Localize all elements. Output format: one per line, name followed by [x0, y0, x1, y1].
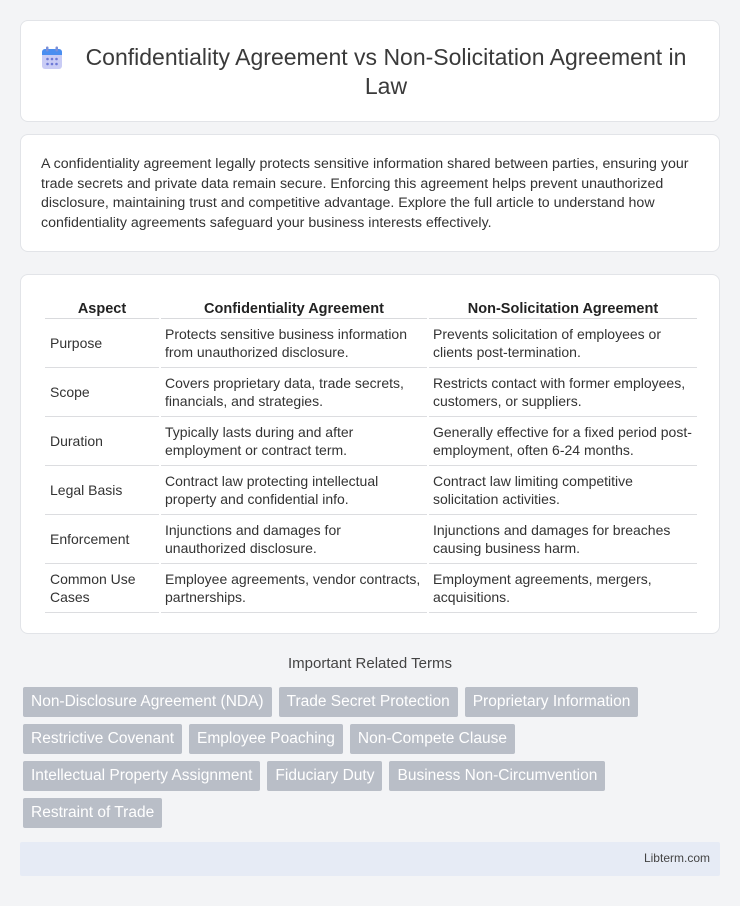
related-term-tag[interactable]: Employee Poaching: [189, 724, 343, 754]
table-row: [45, 319, 697, 368]
table-row: [45, 515, 697, 564]
comparison-table: [43, 297, 699, 613]
column-header-aspect: Aspect: [45, 297, 159, 319]
table-header-row: [45, 297, 697, 319]
table-row: [45, 466, 697, 515]
table-row: [45, 368, 697, 417]
related-term-tag[interactable]: Business Non-Circumvention: [389, 761, 605, 791]
confidentiality-cell: Injunctions and damages for unauthorized disclosure.: [161, 515, 427, 564]
related-term-tag[interactable]: Fiduciary Duty: [267, 761, 382, 791]
comparison-card: [20, 274, 720, 634]
related-term-tag[interactable]: Intellectual Property Assignment: [23, 761, 260, 791]
non-solicitation-cell: Employment agreements, mergers, acquisitions.: [429, 564, 697, 613]
related-term-tag[interactable]: Restraint of Trade: [23, 798, 162, 828]
aspect-cell: Enforcement: [45, 515, 159, 564]
confidentiality-cell: Typically lasts during and after employment or contract term.: [161, 417, 427, 466]
related-term-tag[interactable]: Restrictive Covenant: [23, 724, 182, 754]
non-solicitation-cell: Prevents solicitation of employees or clients post-termination.: [429, 319, 697, 368]
aspect-cell: Legal Basis: [45, 466, 159, 515]
aspect-cell: Scope: [45, 368, 159, 417]
footer: [20, 842, 720, 876]
footer-site-link[interactable]: Libterm.com: [643, 851, 710, 865]
confidentiality-cell: Employee agreements, vendor contracts, partnerships.: [161, 564, 427, 613]
non-solicitation-cell: Generally effective for a fixed period post-employment, often 6-24 months.: [429, 417, 697, 466]
intro-paragraph: A confidentiality agreement legally protects sensitive information shared between parties, ensuring your trade secrets and private data remain secure. Enforcing this agreement helps prevent unauthorized disclosure, maintaining trust and competitive advantage. Explore the full article to understand how confidentiality agreements safeguard your business interests effectively.: [41, 156, 689, 231]
related-term-tag[interactable]: Trade Secret Protection: [279, 687, 458, 717]
related-terms-heading: Important Related Terms: [288, 655, 452, 672]
table-row: [45, 564, 697, 613]
aspect-cell: Purpose: [45, 319, 159, 368]
tag-row: [23, 724, 723, 754]
related-term-tag[interactable]: Non-Compete Clause: [350, 724, 515, 754]
page-title: Confidentiality Agreement vs Non-Solicitation Agreement in Law: [85, 44, 687, 99]
related-term-tag[interactable]: Non-Disclosure Agreement (NDA): [23, 687, 272, 717]
header-card: [20, 20, 720, 122]
tag-row: [23, 798, 723, 828]
column-header-non-solicitation: Non-Solicitation Agreement: [429, 297, 697, 319]
confidentiality-cell: Protects sensitive business information from unauthorized disclosure.: [161, 319, 427, 368]
related-term-tag[interactable]: Proprietary Information: [465, 687, 639, 717]
aspect-cell: Duration: [45, 417, 159, 466]
non-solicitation-cell: Injunctions and damages for breaches causing business harm.: [429, 515, 697, 564]
tag-row: [23, 687, 723, 717]
related-terms-list: [23, 687, 723, 835]
table-row: [45, 417, 697, 466]
non-solicitation-cell: Contract law limiting competitive solicitation activities.: [429, 466, 697, 515]
tag-row: [23, 761, 723, 791]
column-header-confidentiality: Confidentiality Agreement: [161, 297, 427, 319]
intro-card: [20, 134, 720, 252]
confidentiality-cell: Contract law protecting intellectual property and confidential info.: [161, 466, 427, 515]
non-solicitation-cell: Restricts contact with former employees, customers, or suppliers.: [429, 368, 697, 417]
confidentiality-cell: Covers proprietary data, trade secrets, financials, and strategies.: [161, 368, 427, 417]
aspect-cell: Common Use Cases: [45, 564, 159, 613]
